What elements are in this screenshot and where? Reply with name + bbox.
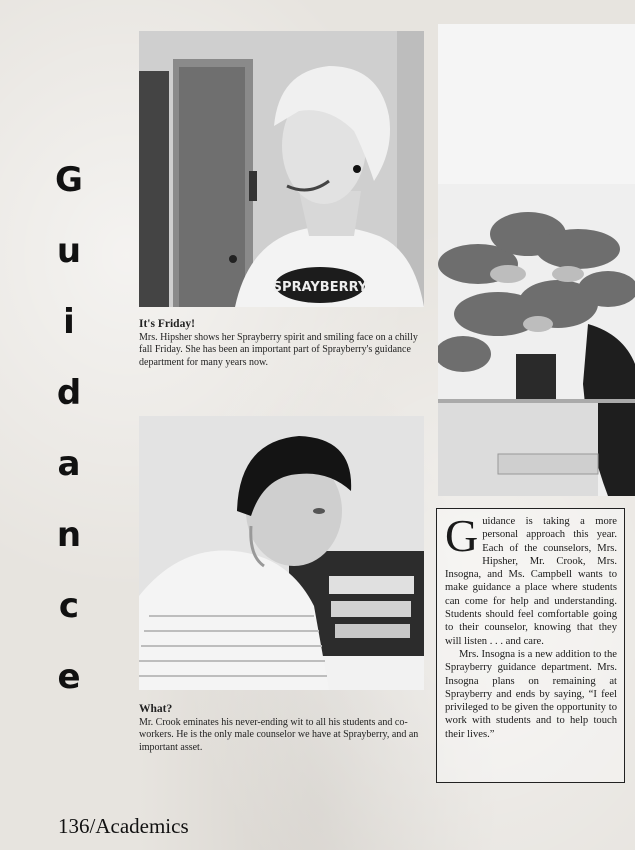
caption-text: Mrs. Hipsher shows her Sprayberry spirit and smiling face on a chilly fall Friday. She has been an important part of Sprayberry's guidance department for many years now. [139, 331, 418, 368]
page-folio: 136/Academics [58, 814, 189, 838]
photo-crook [139, 416, 424, 690]
title-letter-i: i [63, 302, 75, 342]
title-letter-g: G [55, 160, 83, 200]
title-letter-n: n [56, 515, 82, 555]
caption-text: Mr. Crook eminates his never-ending wit to all his students and co-workers. He is the only male counselor we have at Sprayberry, and an important asset. [139, 716, 419, 753]
caption-title: It's Friday! [139, 318, 195, 330]
photo-plant [438, 24, 635, 496]
story-text-1: uidance is taking a more personal approach this year. Each of the counselors, Mrs. Hipsher, Mr. Crook, Mrs. Insogna, and Ms. Campbell wants to make guidance a place where students can come for help and understanding. Students should feel comfortable going to their counselor, knowing that they will listen . . . and care. [445, 516, 617, 647]
story-paragraph-2: Mrs. Insogna is a new addition to the Sprayberry guidance department. Mrs. Insogna plans on remaining at Sprayberry and ends by saying, “I feel privileged to be given the opportunity to work with students and to help touch their lives.” [445, 648, 617, 740]
caption-hipsher [139, 318, 427, 369]
photo-hipsher [139, 31, 424, 307]
caption-crook [139, 703, 427, 754]
story-paragraph-1 [445, 510, 617, 648]
drop-cap: G [445, 510, 479, 561]
shirt-text: SPRAYBERRY [272, 280, 368, 295]
caption-title: What? [139, 703, 173, 715]
title-letter-u: u [56, 231, 82, 271]
title-letter-d: d [56, 373, 82, 413]
title-letter-a: a [57, 444, 81, 484]
title-letter-c: c [58, 586, 80, 626]
title-letter-e: e [57, 657, 81, 697]
vertical-title [48, 150, 90, 718]
story-box [436, 508, 625, 783]
